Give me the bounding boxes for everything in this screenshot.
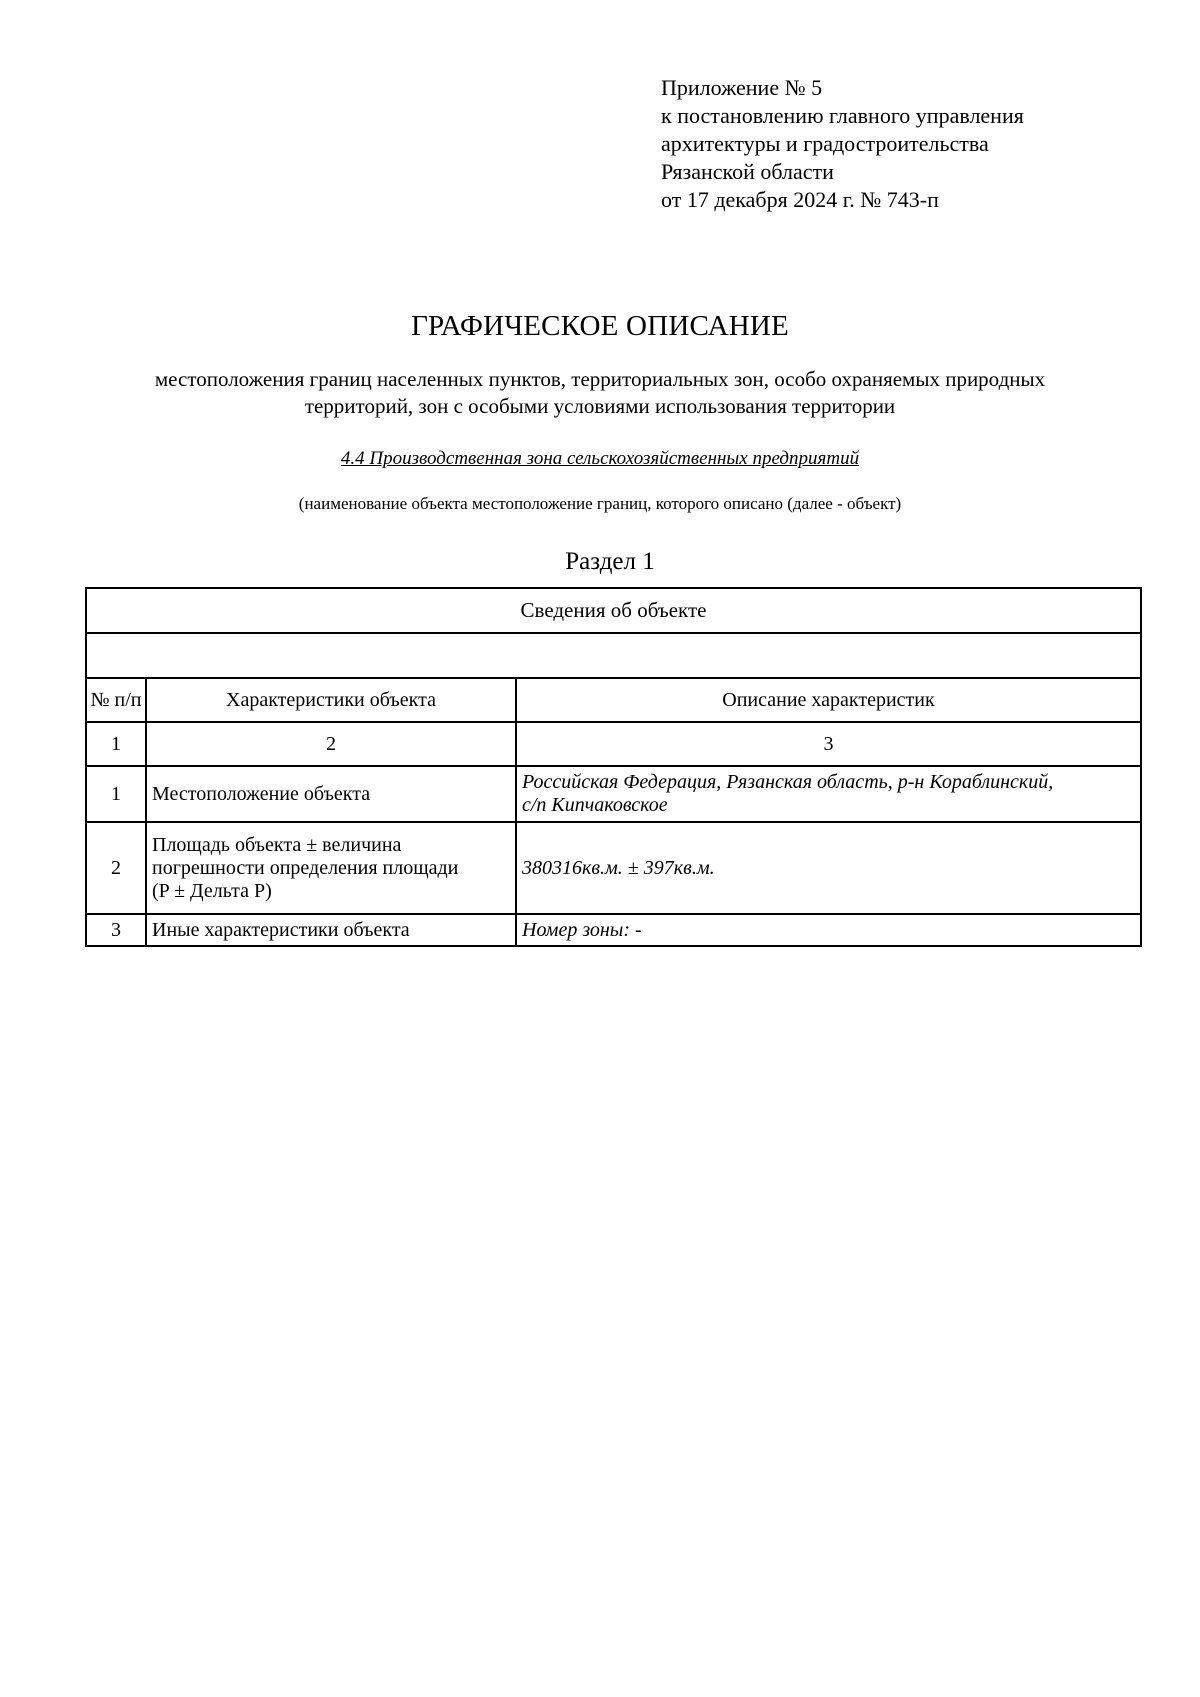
zone-number-value: - [630, 918, 642, 941]
column-number-cell: 2 [146, 722, 516, 766]
zone-number-label: Номер зоны: [522, 918, 630, 941]
header-cell-description: Описание характеристик [516, 678, 1141, 722]
table-empty-row [86, 633, 1141, 678]
subtitle-line: территорий, зон с особыми условиями использования территории [304, 394, 896, 418]
row-description-cell [516, 766, 1141, 822]
column-number-cell: 1 [86, 722, 146, 766]
row-characteristic-cell: Иные характеристики объекта [146, 914, 516, 946]
table-caption: Сведения об объекте [86, 588, 1141, 633]
table-row [86, 766, 1141, 822]
appendix-line: архитектуры и градостроительства [661, 131, 989, 156]
subtitle-line: местоположения границ населенных пунктов, территориальных зон, особо охраняемых природных [154, 367, 1046, 391]
object-caption: (наименование объекта местоположение границ, которого описано (далее - объект) [298, 494, 902, 513]
object-name: 4.4 Производственная зона сельскохозяйственных предприятий [340, 448, 860, 469]
table-column-number-row [86, 722, 1141, 766]
appendix-line: Рязанской области [661, 159, 834, 184]
table-header-row [86, 678, 1141, 722]
row-characteristic-cell: Местоположение объекта [146, 766, 516, 822]
document-subtitle [60, 366, 1140, 420]
header-cell-characteristic: Характеристики объекта [146, 678, 516, 722]
characteristic-line: Площадь объекта ± величина [152, 833, 402, 856]
empty-cell [86, 633, 1141, 678]
description-line: Российская Федерация, Рязанская область, р-н Кораблинский, [522, 771, 1054, 793]
table-row [86, 822, 1141, 914]
section-title: Раздел 1 [565, 548, 655, 575]
appendix-line: к постановлению главного управления [661, 103, 1024, 128]
characteristic-line: (P ± Дельта P) [152, 879, 272, 902]
object-info-table [85, 587, 1142, 947]
row-num-cell: 1 [86, 766, 146, 822]
appendix-line: Приложение № 5 [661, 75, 823, 100]
row-characteristic-cell [146, 822, 516, 914]
description-line: с/п Кипчаковское [522, 794, 668, 816]
row-num-cell: 3 [86, 914, 146, 946]
characteristic-line: погрешности определения площади [152, 856, 459, 879]
header-cell-num: № п/п [86, 678, 146, 722]
row-num-cell: 2 [86, 822, 146, 914]
document-title: ГРАФИЧЕСКОЕ ОПИСАНИЕ [411, 310, 789, 342]
table-row [86, 914, 1141, 946]
table-caption-row [86, 588, 1141, 633]
column-number-cell: 3 [516, 722, 1141, 766]
row-description-cell [516, 914, 1141, 946]
appendix-line: от 17 декабря 2024 г. № 743-п [661, 187, 939, 212]
appendix-block [661, 74, 1181, 214]
row-description-cell: 380316кв.м. ± 397кв.м. [516, 822, 1141, 914]
